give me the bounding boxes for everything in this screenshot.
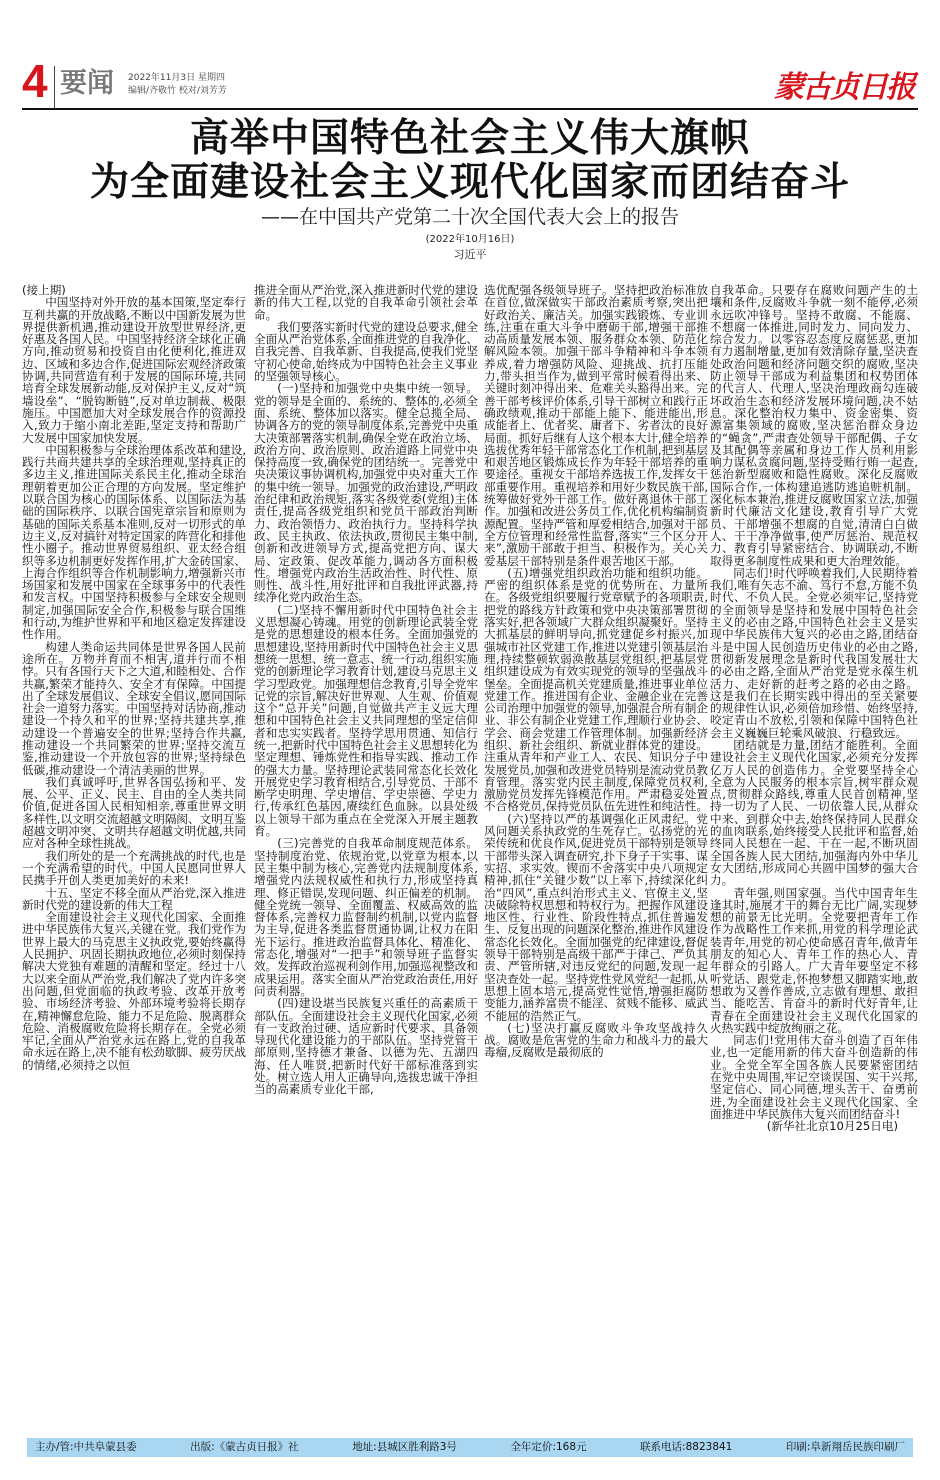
footer-price: 全年定价:168元 [510,1441,587,1453]
article-column-4 [710,284,918,1418]
paragraph: (七)坚决打赢反腐败斗争攻坚战持久战。腐败是危害党的生命力和战斗力的最大毒瘤,反腐败是最彻底的 [484,1020,708,1060]
headline-line-2: 为全面建设社会主义现代化国家而团结奋斗 [89,159,850,205]
page-header [22,55,918,110]
issue-meta [128,72,227,98]
paragraph: (四)建设堪当民族复兴重任的高素质干部队伍。全面建设社会主义现代化国家,必须有一支政治过硬、适应新时代要求、具备领导现代化建设能力的干部队伍。坚持党管干部原则,坚持德才兼备、以德为先、五湖四海、任人唯贤,把新时代好干部标准落到实处。树立选人用人正确导向,选拔忠诚干净担当的高素质专业化干部, [254,996,478,1097]
footer-printer: 印刷:阜新翔岳民族印刷厂 [785,1441,905,1453]
paragraph: 我们所处的是一个充满挑战的时代,也是一个充满希望的时代。中国人民愿同世界人民携手开创人类更加美好的未来! [22,848,246,888]
paragraph: 团结就是力量,团结才能胜利。全面建设社会主义现代化国家,必须充分发挥亿万人民的创造伟力。全党要坚持全心全意为人民服务的根本宗旨,树牢群众观点,贯彻群众路线,尊重人民首创精神,坚持一切为了人民、一切依靠人民,从群众中来、到群众中去,始终保持同人民群众的血肉联系,始终接受人民批评和监督,始终同人民想在一起、干在一起,不断巩固全国各族人民大团结,加强海内外中华儿女大团结,形成同心共圆中国梦的强大合力。 [710,737,918,888]
issue-date: 2022年11月3日 星期四 [128,73,225,83]
paragraph: (二)坚持不懈用新时代中国特色社会主义思想凝心铸魂。用党的创新理论武装全党是党的思想建设的根本任务。全面加强党的思想建设,坚持用新时代中国特色社会主义思想统一思想、统一意志、统一行动,组织实施党的创新理论学习教育计划,建设马克思主义学习型政党。加强理想信念教育,引导全党牢记党的宗旨,解决好世界观、人生观、价值观这个“总开关”问题,自觉做共产主义远大理想和中国特色社会主义共同理想的坚定信仰者和忠实实践者。坚持学思用贯通、知信行统一,把新时代中国特色社会主义思想转化为坚定理想、锤炼党性和指导实践、推动工作的强大力量。坚持理论武装同常态化长效化开展党史学习教育相结合,引导党员、干部不断学史明理、学史增信、学史崇德、学史力行,传承红色基因,赓续红色血脉。以县处级以上领导干部为重点在全党深入开展主题教育。 [254,602,478,839]
section-heading: 十五、坚定不移全面从严治党,深入推进新时代党的建设新的伟大工程 [22,885,246,912]
section-name: 要闻 [60,68,114,99]
footer-publisher: 出版:《蒙古贞日报》社 [190,1441,299,1453]
page-number: 4 [22,55,48,107]
paragraph: 我们要落实新时代党的建设总要求,健全全面从严治党体系,全面推进党的自我净化、自我完善、自我革新、自我提高,使我们党坚守初心使命,始终成为中国特色社会主义事业的坚强领导核心。 [254,319,478,384]
footer-phone: 联系电话:8823841 [640,1441,733,1453]
article-column-1 [22,284,246,1418]
editors: 编辑/齐敬竹 校对/刘芳芳 [128,86,227,96]
paragraph: 同志们!党用伟大奋斗创造了百年伟业,也一定能用新的伟大奋斗创造新的伟业。全党全军全国各族人民要紧密团结在党中央周围,牢记空谈误国、实干兴邦,坚定信心、同心同德,埋头苦干、奋勇前进,为全面建设社会主义现代化国家、全面推进中华民族伟大复兴而团结奋斗! [710,1033,918,1121]
article-column-3 [484,284,708,1418]
paragraph: 中国坚持对外开放的基本国策,坚定奉行互利共赢的开放战略,不断以中国新发展为世界提供新机遇,推动建设开放型世界经济,更好惠及各国人民。中国坚持经济全球化正确方向,推动贸易和投资自由化便利化,推进双边、区域和多边合作,促进国际宏观经济政策协调,共同营造有利于发展的国际环境,共同培育全球发展新动能,反对保护主义,反对“筑墙设垒”、“脱钩断链”,反对单边制裁、极限施压。中国愿加大对全球发展合作的资源投入,致力于缩小南北差距,坚定支持和帮助广大发展中国家加快发展。 [22,295,246,445]
paragraph: 全面建设社会主义现代化国家、全面推进中华民族伟大复兴,关键在党。我们党作为世界上最大的马克思主义执政党,要始终赢得人民拥护、巩固长期执政地位,必须时刻保持解决大党独有难题的清醒和坚定。经过十八大以来全面从严治党,我们解决了党内许多突出问题,但党面临的执政考验、改革开放考验、市场经济考验、外部环境考验将长期存在,精神懈怠危险、能力不足危险、脱离群众危险、消极腐败危险将长期存在。全党必须牢记,全面从严治党永远在路上,党的自我革命永远在路上,决不能有松劲歇脚、疲劳厌战的情绪,必须持之以恒 [22,910,246,1072]
footer-bar [27,1438,913,1457]
paragraph: (一)坚持和加强党中央集中统一领导。党的领导是全面的、系统的、整体的,必须全面、系统、整体加以落实。健全总揽全局、协调各方的党的领导制度体系,完善党中央重大决策部署落实机制,确保全党在政治立场、政治方向、政治原则、政治道路上同党中央保持高度一致,确保党的团结统一。完善党中央决策议事协调机构,加强党中央对重大工作的集中统一领导。加强党的政治建设,严明政治纪律和政治规矩,落实各级党委(党组)主体责任,提高各级党组织和党员干部政治判断力、政治领悟力、政治执行力。坚持科学执政、民主执政、依法执政,贯彻民主集中制,创新和改进领导方式,提高党把方向、谋大局、定政策、促改革能力,调动各方面积极性。增强党内政治生活政治性、时代性、原则性、战斗性,用好批评和自我批评武器,持续净化党内政治生态。 [254,381,478,605]
paragraph: (六)坚持以严的基调强化正风肃纪。党风问题关系执政党的生死存亡。弘扬党的光荣传统和优良作风,促进党员干部特别是领导干部带头深入调查研究,扑下身子干实事、谋实招、求实效。锲而不舍落实中央八项规定精神,抓住“关键少数”以上率下,持续深化纠治“四风”,重点纠治形式主义、官僚主义,坚决破除特权思想和特权行为。把握作风建设地区性、行业性、阶段性特点,抓住普遍发生、反复出现的问题深化整治,推进作风建设常态化长效化。全面加强党的纪律建设,督促领导干部特别是高级干部严于律己、严负其责、严管所辖,对违反党纪的问题,发现一起坚决查处一起。坚持党性党风党纪一起抓,从思想上固本培元,提高党性觉悟,增强拒腐防变能力,涵养富贵不能淫、贫贱不能移、威武不能屈的浩然正气。 [484,811,708,1023]
report-date: (2022年10月16日) [425,234,515,245]
newspaper-logo: 蒙古贞日报 [774,70,914,105]
paragraph: 青年强,则国家强。当代中国青年生逢其时,施展才干的舞台无比广阔,实现梦想的前景无比光明。全党要把青年工作作为战略性工作来抓,用党的科学理论武装青年,用党的初心使命感召青年,做青年朋友的知心人、青年工作的热心人、青年群众的引路人。广大青年要坚定不移听党话、跟党走,怀抱梦想又脚踏实地,敢想敢为又善作善成,立志做有理想、敢担当、能吃苦、肯奋斗的新时代好青年,让青春在全面建设社会主义现代化国家的火热实践中绽放绚丽之花。 [710,885,918,1035]
continued-note: (接上期) [22,284,66,297]
paragraph-continued: 自我革命。只要存在腐败问题产生的土壤和条件,反腐败斗争就一刻不能停,必须永远吹冲锋号。坚持不敢腐、不能腐、不想腐一体推进,同时发力、同向发力、综合发力。以零容忍态度反腐惩恶,更加有力遏制增量,更加有效清除存量,坚决查处政治问题和经济问题交织的腐败,坚决防止领导干部成为利益集团和权势团体的代言人、代理人,坚决治理政商勾连破坏政治生态和经济发展环境问题,决不姑息。深化整治权力集中、资金密集、资源富集领域的腐败,坚决惩治群众身边的“蝇贪”,严肃查处领导干部配偶、子女及其配偶等亲属和身边工作人员利用影响力谋私贪腐问题,坚持受贿行贿一起查,惩治新型腐败和隐性腐败。深化反腐败国际合作,一体构建追逃防逃追赃机制。深化标本兼治,推进反腐败国家立法,加强新时代廉洁文化建设,教育引导广大党员、干部增强不想腐的自觉,清清白白做人、干干净净做事,使严厉惩治、规范权力、教育引导紧密结合、协调联动,不断取得更多制度性成果和更大治理效能。 [710,284,918,568]
subtitle: ——在中国共产党第二十次全国代表大会上的报告 [260,206,679,228]
paragraph: 构建人类命运共同体是世界各国人民前途所在。万物并育而不相害,道并行而不相悖。只有各国行天下之大道,和睦相处、合作共赢,繁荣才能持久、安全才有保障。中国提出了全球发展倡议、全球安全倡议,愿同国际社会一道努力落实。中国坚持对话协商,推动建设一个持久和平的世界;坚持共建共享,推动建设一个普遍安全的世界;坚持合作共赢,推动建设一个共同繁荣的世界;坚持交流互鉴,推动建设一个开放包容的世界;坚持绿色低碳,推动建设一个清洁美丽的世界。 [22,639,246,777]
paragraph-continued: 推进全面从严治党,深入推进新时代党的建设新的伟大工程,以党的自我革命引领社会革命。 [254,284,478,322]
paragraph: 我们真诚呼吁,世界各国弘扬和平、发展、公平、正义、民主、自由的全人类共同价值,促进各国人民相知相亲,尊重世界文明多样性,以文明交流超越文明隔阂、文明互鉴超越文明冲突、文明共存超越文明优越,共同应对各种全球性挑战。 [22,774,246,851]
article-column-2 [254,284,478,1418]
header-divider [54,66,55,108]
footer-address: 地址:县城区胜利路3号 [352,1441,457,1453]
headline-line-1: 高举中国特色社会主义伟大旗帜 [189,115,750,161]
paragraph: (五)增强党组织政治功能和组织功能。严密的组织体系是党的优势所在、力量所在。各级党组织要履行党章赋予的各项职责,把党的路线方针政策和党中央决策部署贯彻落实好,把各领域广大群众组织凝聚好。坚持大抓基层的鲜明导向,抓党建促乡村振兴,加强城市社区党建工作,推进以党建引领基层治理,持续整顿软弱涣散基层党组织,把基层党组织建设成为有效实现党的领导的坚强战斗堡垒。全面提高机关党建质量,推进事业单位党建工作。推进国有企业、金融企业在完善公司治理中加强党的领导,加强混合所有制企业、非公有制企业党建工作,理顺行业协会、学会、商会党建工作管理体制。加强新经济组织、新社会组织、新就业群体党的建设。注重从青年和产业工人、农民、知识分子中发展党员,加强和改进党员特别是流动党员教育管理。落实党内民主制度,保障党员权利,激励党员发挥先锋模范作用。严肃稳妥处置不合格党员,保持党员队伍先进性和纯洁性。 [484,565,708,814]
paragraph-continued: 选优配强各级领导班子。坚持把政治标准放在首位,做深做实干部政治素质考察,突出把好政治关、廉洁关。加强实践锻炼、专业训练,注重在重大斗争中磨砺干部,增强干部推动高质量发展本领、服务群众本领、防范化解风险本领。加强干部斗争精神和斗争本领养成,着力增强防风险、迎挑战、抗打压能力,带头担当作为,做到平常时候看得出来、关键时刻冲得出来、危难关头豁得出来。完善干部考核评价体系,引导干部树立和践行正确政绩观,推动干部能上能下、能进能出,形成能者上、优者奖、庸者下、劣者汰的良好局面。抓好后继有人这个根本大计,健全培养选拔优秀年轻干部常态化工作机制,把到基层和艰苦地区锻炼成长作为年轻干部培养的重要途径。重视女干部培养选拔工作,发挥女干部重要作用。重视培养和用好少数民族干部,统筹做好党外干部工作。做好离退休干部工作。加强和改进公务员工作,优化机构编制资源配置。坚持严管和厚爱相结合,加强对干部全方位管理和经常性监督,落实“三个区分开来”,激励干部敢于担当、积极作为。关心关爱基层干部特别是条件艰苦地区干部。 [484,284,708,568]
footer-sponsor: 主办/管:中共阜蒙县委 [35,1441,137,1453]
paragraph: 同志们!时代呼唤着我们,人民期待着我们,唯有矢志不渝、笃行不怠,方能不负时代、不负人民。全党必须牢记,坚持党的全面领导是坚持和发展中国特色社会主义的必由之路,中国特色社会主义是实现中华民族伟大复兴的必由之路,团结奋斗是中国人民创造历史伟业的必由之路,贯彻新发展理念是新时代我国发展壮大的必由之路,全面从严治党是党永葆生机活力、走好新的赶考之路的必由之路。这是我们在长期实践中得出的至关紧要的规律性认识,必须倍加珍惜、始终坚持,咬定青山不放松,引领和保障中国特色社会主义巍巍巨轮乘风破浪、行稳致远。 [710,565,918,740]
source-credit: (新华社北京10月25日电) [766,1119,898,1134]
paragraph: 中国积极参与全球治理体系改革和建设,践行共商共建共享的全球治理观,坚持真正的多边主义,推进国际关系民主化,推动全球治理朝着更加公正合理的方向发展。坚定维护以联合国为核心的国际体系、以国际法为基础的国际秩序、以联合国宪章宗旨和原则为基础的国际关系基本准则,反对一切形式的单边主义,反对搞针对特定国家的阵营化和排他性小圈子。推动世界贸易组织、亚太经合组织等多边机制更好发挥作用,扩大金砖国家、上海合作组织等合作机制影响力,增强新兴市场国家和发展中国家在全球事务中的代表性和发言权。中国坚持积极参与全球安全规则制定,加强国际安全合作,积极参与联合国维和行动,为维护世界和平和地区稳定发挥建设性作用。 [22,442,246,642]
paragraph: (三)完善党的自我革命制度规范体系。坚持制度治党、依规治党,以党章为根本,以民主集中制为核心,完善党内法规制度体系,增强党内法规权威性和执行力,形成坚持真理、修正错误,发现问题、纠正偏差的机制。健全党统一领导、全面覆盖、权威高效的监督体系,完善权力监督制约机制,以党内监督为主导,促进各类监督贯通协调,让权力在阳光下运行。推进政治监督具体化、精准化、常态化,增强对“一把手”和领导班子监督实效。发挥政治巡视利剑作用,加强巡视整改和成果运用。落实全面从严治党政治责任,用好问责利器。 [254,836,478,998]
author: 习近平 [453,248,487,261]
